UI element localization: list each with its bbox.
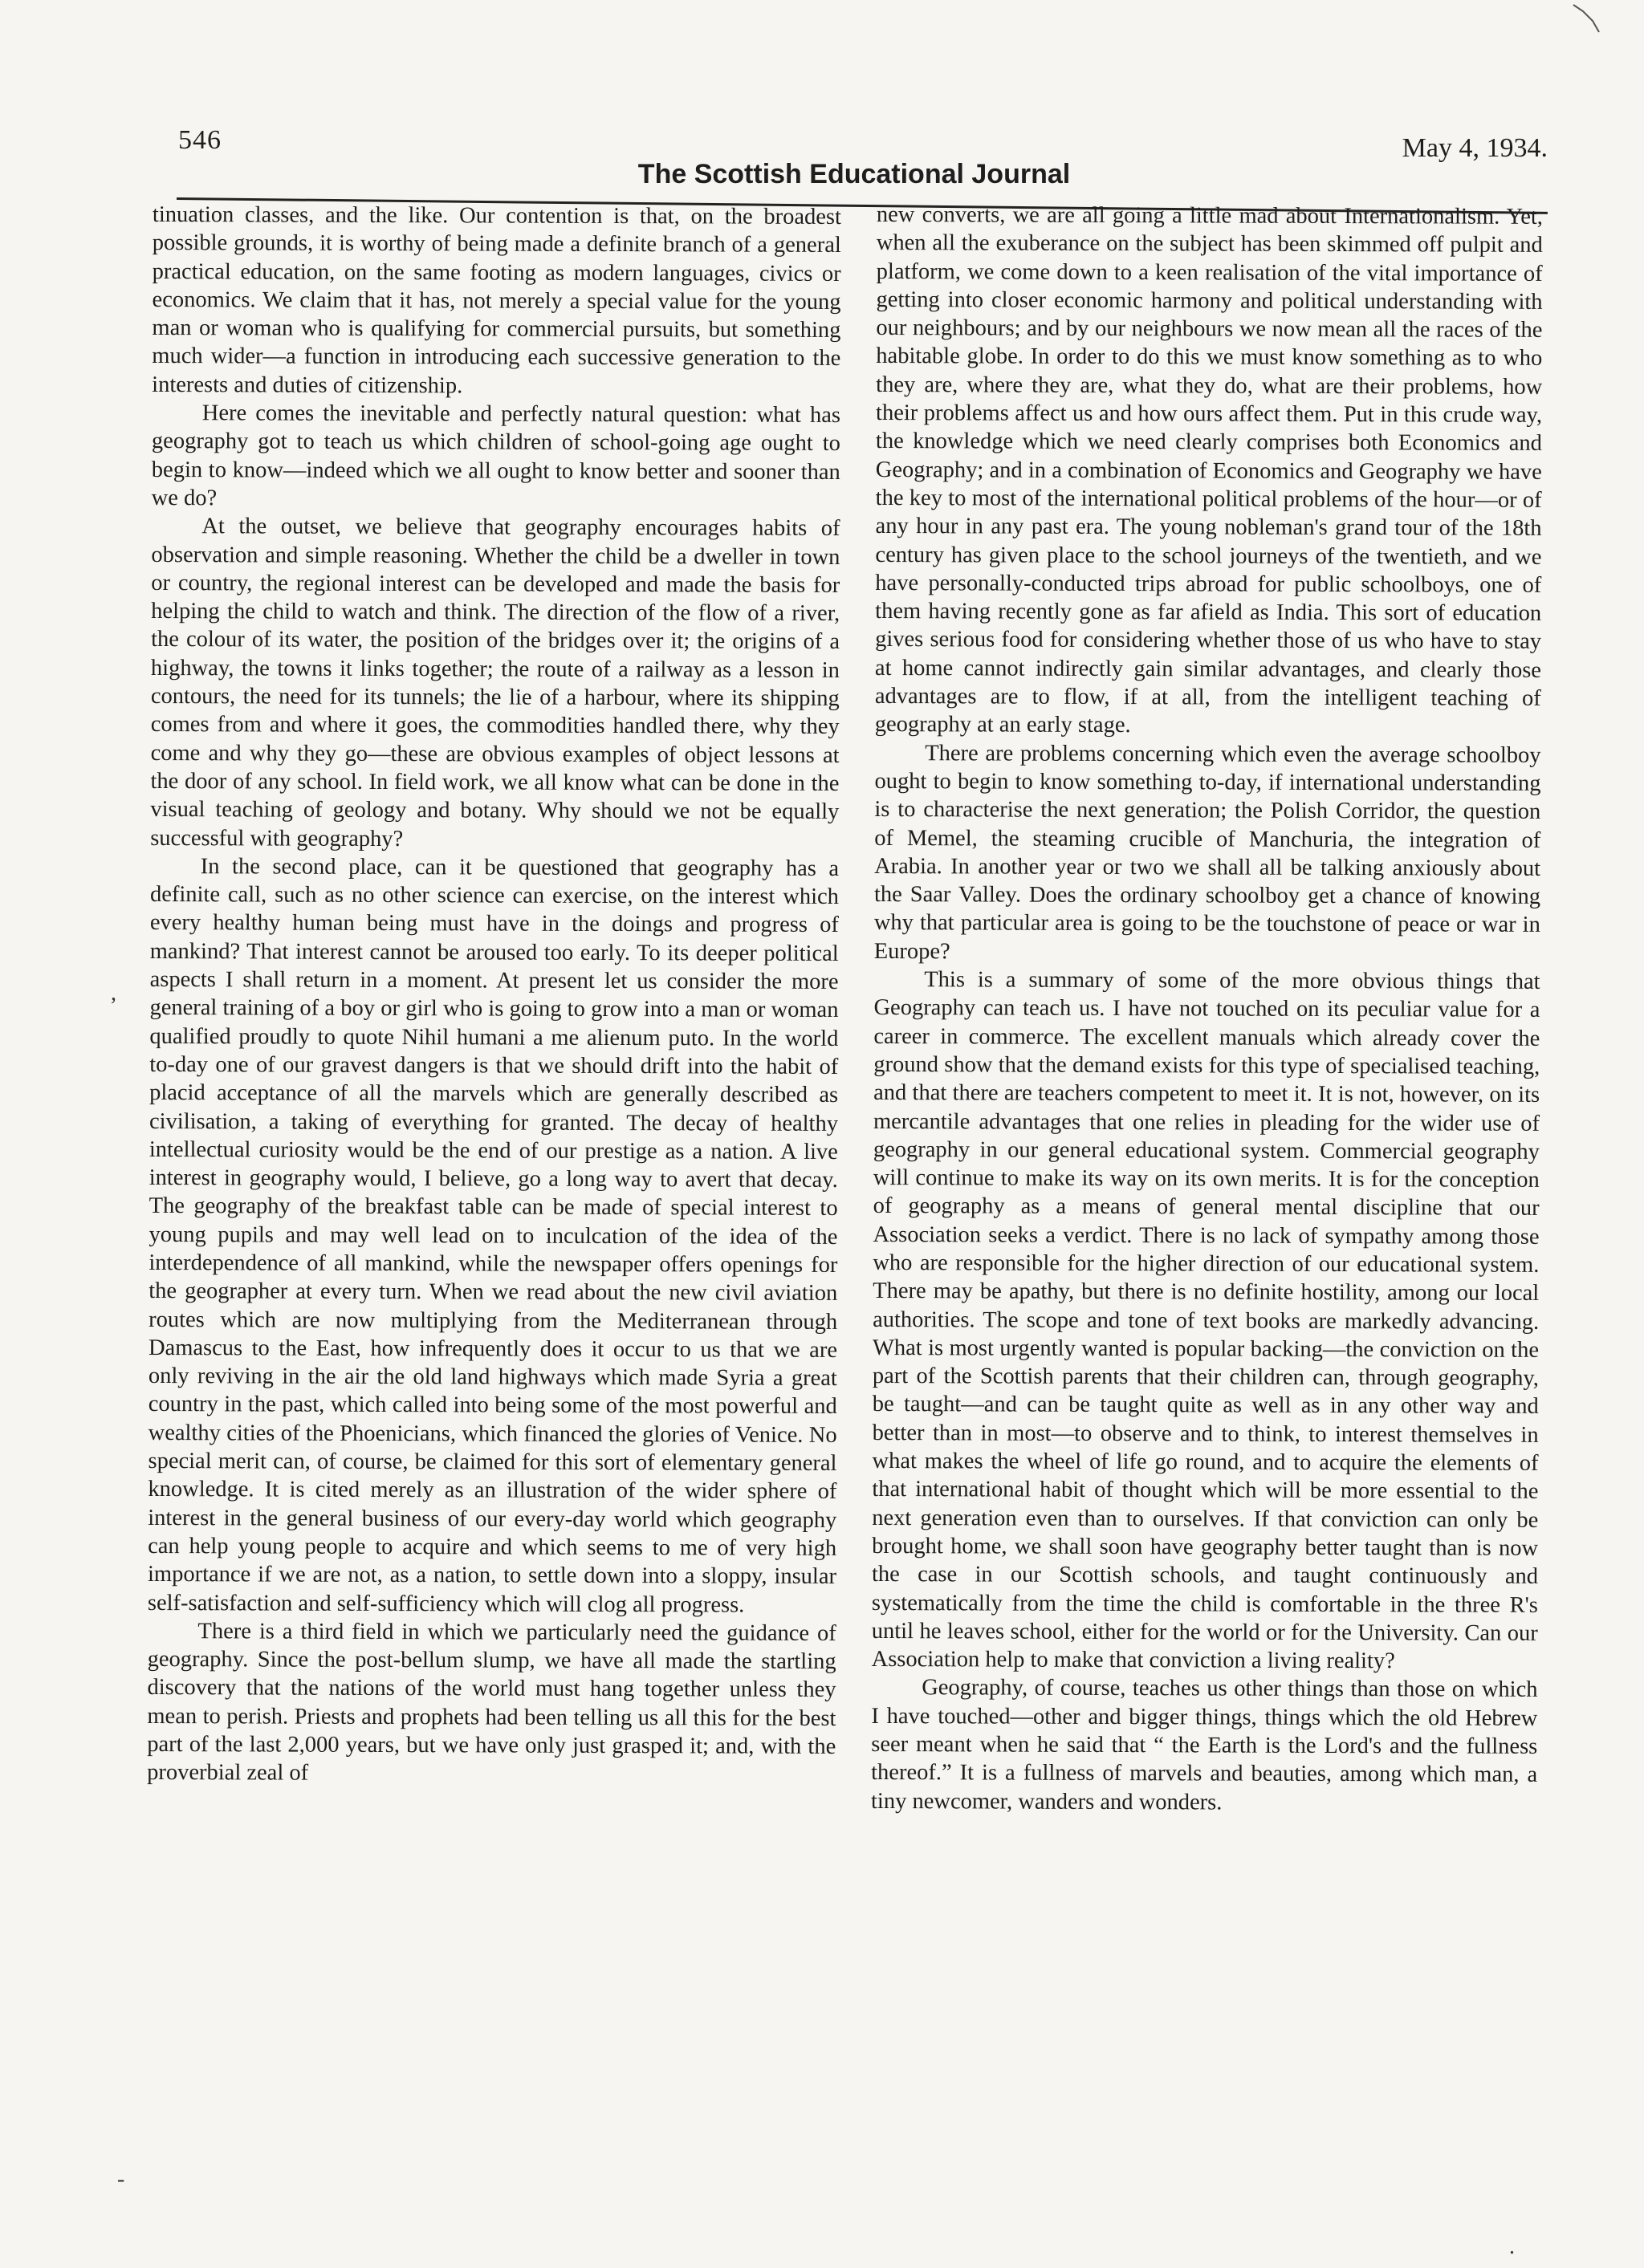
stray-mark: ,	[111, 981, 116, 1006]
paragraph: new converts, we are all going a little mad about Internationalism. Yet, when all the exuberance on the subject has been skimmed off pulpit and platform, we come down to a keen realisation of the vital importance of getting into closer economic harmony and political understanding with our neighbours; and by our neighbours we now mean all the races of the habitable globe. In order to do this we must know something as to who they are, where they are, what they do, what are their problems, how their problems affect us and how ours affect them. Put in this crude way, the knowledge which we need clearly comprises both Economics and Geography; and in a combination of Economics and Geography we have the key to most of the international political problems of the hour—or of any hour in any past era. The young nobleman's grand tour of the 18th century has given place to the school journeys of the twentieth, and we have personally-conducted trips abroad for public schoolboys, one of them having recently gone as far afield as India. This sort of education gives serious food for considering whether those of us who have to stay at home cannot indirectly gain similar advantages, and clearly those advantages are to flow, if at all, from the intelligent teaching of geography at an early stage.	[874, 201, 1543, 738]
paragraph: tinuation classes, and the like. Our contention is that, on the broadest possible grounds, it is worthy of being made a definite branch of a general practical education, on the same footing as modern languages, civics or economics. We claim that it has, not merely a special value for the young man or woman who is qualifying for commercial pursuits, but something much wider—a function in introducing each successive generation to the interests and duties of citizenship.	[152, 201, 841, 399]
paragraph: Here comes the inevitable and perfectly natural question: what has geography got to teach us which children of school-going age ought to begin to know—indeed which we all ought to know better and sooner than we do?	[151, 400, 841, 511]
margin-mark	[1572, 3, 1604, 39]
paragraph: There are problems concerning which even the average schoolboy ought to begin to know something to-day, if international understanding is to characterise the next generation; the Polish Corridor, the question of Memel, the steaming crucible of Manchuria, the integration of Arabia. In another year or two we shall all be talking anxiously about the Saar Valley. Does the ordinary schoolboy get a chance of knowing why that particular area is going to be the touchstone of peace or war in Europe?	[873, 740, 1541, 965]
page-header	[153, 120, 1556, 209]
stray-mark: -	[117, 2167, 125, 2192]
page-number: 546	[178, 125, 222, 155]
stray-mark: .	[1509, 2234, 1515, 2259]
paragraph: There is a third field in which we particularly need the guidance of geography. Since the post-bellum slump, we have all made the startling discovery that the nations of the world must hang together unless they mean to perish. Priests and prophets had been telling us all this for the best part of the last 2,000 years, but we have only just grasped it; and, with the proverbial zeal of	[147, 1619, 836, 1786]
paragraph: Geography, of course, teaches us other things than those on which I have touched—other and bigger things, things which the old Hebrew seer meant when he said that “ the Earth is the Lord's and the fullness thereof.” It is a fullness of marvels and beauties, among which man, a tiny newcomer, wanders and wonders.	[870, 1675, 1538, 1815]
journal-title: The Scottish Educational Journal	[637, 159, 1071, 189]
paragraph: In the second place, can it be questioned that geography has a definite call, such as no other science can exercise, on the interest which every healthy human being must have in the doings and progress of mankind? That interest cannot be aroused too early. To its deeper political aspects I shall return in a moment. At present let us consider the more general training of a boy or girl who is going to grow into a man or woman qualified proudly to quote Nihil humani a me alienum puto. In the world to-day one of our gravest dangers is that we should drift into the habit of placid acceptance of all the marvels which are generally described as civilisation, a taking of everything for granted. The decay of healthy intellectual curiosity would be the end of our prestige as a nation. A live interest in geography would, I believe, go a long way to avert that decay. The geography of the breakfast table can be made of special interest to young pupils and may well lead on to inculcation of the idea of the interdependence of all mankind, while the newspaper offers openings for the geographer at every turn. When we read about the new civil aviation routes which are now multiplying from the Mediterranean through Damascus to the East, how infrequently does it occur to us that we are only reviving in the air the old land highways which made Syria a great country in the past, which called into being some of the most powerful and wealthy cities of the Phoenicians, which financed the glories of Venice. No special merit can, of course, be claimed for this sort of elementary general knowledge. It is cited merely as an illustration of the wider sphere of interest in the general business of our every-day world which geography can help young people to acquire and which seems to me of very high importance if we are not, as a nation, to settle down into a sloppy, insular self-satisfaction and self-sufficiency which will clog all progress.	[147, 854, 840, 1618]
left-column	[147, 201, 841, 1790]
issue-date: May 4, 1934.	[1402, 133, 1548, 163]
paragraph: This is a summary of some of the more obvious things that Geography can teach us. I have not touched on its peculiar value for a career in commerce. The excellent manuals which already cover the ground show that the demand exists for this type of specialised teaching, and that there are teachers competent to meet it. It is not, however, on its mercantile advantages that one relies in pleading for the wider use of geography in our general educational system. Commercial geography will continue to make its way on its own merits. It is for the conception of geography as a means of general mental discipline that our Association seeks a verdict. There is no lack of sympathy among those who are responsible for the higher direction of our educational system. There may be apathy, but there is no definite hostility, among our local authorities. The scope and tone of text books are markedly advancing. What is most urgently wanted is popular backing—the conviction on the part of the Scottish parents that their children can, through geography, be taught—and can be taught quite as well as in any other way and better than in most—to observe and to think, to interest themselves in what makes the wheel of life go round, and to acquire the elements of that international habit of thought which will be more essential to the next generation even than to ourselves. If that conviction can only be brought home, we shall soon have geography better taught than is now the case in our Scottish schools, and taught continuously and systematically from the time the child is comfortable in the three R's until he leaves school, either for the world or for the University. Can our Association help to make that conviction a living reality?	[871, 967, 1540, 1674]
paragraph: At the outset, we believe that geography encourages habits of observation and simple reasoning. Whether the child be a dweller in town or country, the regional interest can be developed and made the basis for helping the child to watch and think. The direction of the flow of a river, the colour of its water, the position of the bridges over it; the origins of a highway, the towns it links together; the route of a railway as a lesson in contours, the need for its tunnels; the lie of a harbour, where its shipping comes from and where it goes, the commodities handled there, why they come and why they go—these are obvious examples of object lessons at the door of any school. In field work, we all know what can be done in the visual teaching of geology and botany. Why should we not be equally successful with geography?	[150, 514, 840, 852]
right-column	[871, 201, 1543, 1818]
